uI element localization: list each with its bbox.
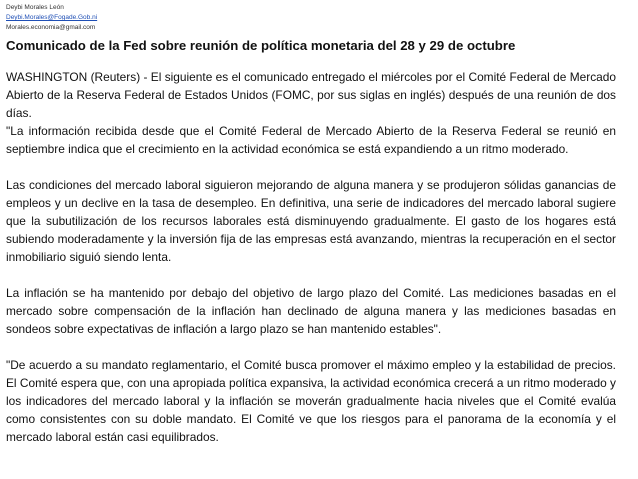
- article-title: Comunicado de la Fed sobre reunión de política monetaria del 28 y 29 de octubre: [6, 38, 516, 53]
- author-email-link[interactable]: Deybi.Morales@Fogade.Gob.ni: [6, 14, 98, 21]
- author-header: [6, 3, 97, 33]
- article-body: [6, 68, 616, 446]
- paragraph-quote-start: "La información recibida desde que el Comité Federal de Mercado Abierto de la Reserva Federal se reunió en septiembre indica que el crecimiento en la actividad económica se está expandiendo a un ritmo moderado.: [6, 124, 616, 156]
- paragraph-intro: WASHINGTON (Reuters) - El siguiente es el comunicado entregado el miércoles por el Comité Federal de Mercado Abierto de la Reserva Federal de Estados Unidos (FOMC, por sus siglas en inglés) después de una reunión de dos días.: [6, 70, 616, 120]
- author-email-secondary: Morales.economia@gmail.com: [6, 24, 96, 31]
- paragraph-labor-market: Las condiciones del mercado laboral siguieron mejorando de alguna manera y se produjeron sólidas ganancias de empleos y un declive en la tasa de desempleo. En definitiva, una serie de indicadores del mercado laboral sugiere que la subutilización de los recursos laborales está disminuyendo gradualmente. El gasto de los hogares está subiendo moderadamente y la inversión fija de las empresas está avanzando, mientras la recuperación en el sector inmobiliario siguió siendo lenta.: [6, 178, 616, 264]
- paragraph-inflation: La inflación se ha mantenido por debajo del objetivo de largo plazo del Comité. Las mediciones basadas en el mercado sobre compensación de la inflación han declinado de alguna manera y las mediciones basadas en sondeos sobre expectativas de inflación a largo plazo se han mantenido estables".: [6, 286, 616, 336]
- author-name: Deybi Morales León: [6, 4, 64, 11]
- paragraph-mandate: "De acuerdo a su mandato reglamentario, el Comité busca promover el máximo empleo y la estabilidad de precios. El Comité espera que, con una apropiada política expansiva, la actividad económica crecerá a un ritmo moderado y los indicadores del mercado laboral y la inflación se moverán gradualmente hacia niveles que el Comité evalúa como consistentes con su doble mandato. El Comité ve que los riesgos para el panorama de la economía y el mercado laboral están casi equilibrados.: [6, 358, 616, 444]
